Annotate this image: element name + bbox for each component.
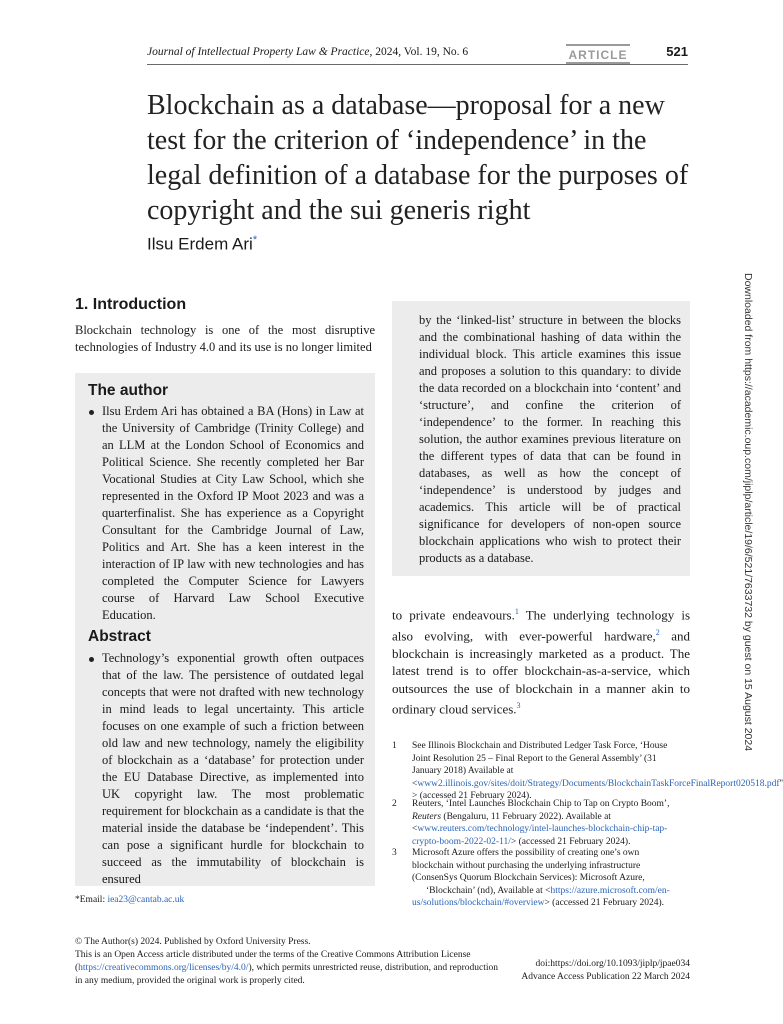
author-bio: Ilsu Erdem Ari has obtained a BA (Hons) in Law at the University of Cambridge (Trinity College) and an LLM at the London School of Economics and Political Science. She recently completed her Bar Vocational Studies at City Law School, which she represented in the Oxford IP Moot 2023 and was a quarterfinalist. She has experience as a Copyright Consultant for the Cambridge Journal of Law, Politics and Art. She has a keen interest in the interaction of IP law with new technologies and has completed the Computer Science for Lawyers course of Harvard Law School Executive Education.: [102, 404, 364, 622]
footnote-ref-3[interactable]: 3: [516, 701, 521, 711]
footnote-ref-2[interactable]: 2: [655, 627, 660, 637]
footnote-2-link[interactable]: www.reuters.com/technology/intel-launches-blockchain-chip-tap-crypto-boom-2022-02-11/: [412, 824, 668, 847]
author-footnote-mark[interactable]: *: [252, 234, 258, 246]
footnote-ref-1[interactable]: 1: [514, 607, 519, 616]
license-statement: © The Author(s) 2024. Published by Oxford University Press. This is an Open Access article distributed under the terms of the Creative Commons Attribution License (https://creativecommons.org/licenses/by/4.0/), which permits unrestricted reuse, distribution, and reproduction in any medium, provided the original work is properly cited.: [75, 937, 499, 986]
email-link[interactable]: iea23@cantab.ac.uk: [107, 895, 185, 905]
publication-date: Advance Access Publication 22 March 2024: [521, 972, 690, 982]
footnote-1: 1 See Illinois Blockchain and Distributed Ledger Task Force, ‘House Joint Resolution 25 – Final Report to the General Assembly’ (31 January 2018) Available at <www2.illinois.gov/sites/doit/Strategy/Documents/BlockchainTaskForceFinalReport020518.pdf'' > (accessed 21 February 2024).: [392, 741, 783, 801]
header-rule: [147, 64, 688, 65]
abstract-text: Technology’s exponential growth often outpaces that of the law. The persistence of outdated legal concepts that were not drafted with new technology in mind leads to legal uncertainty. This article focuses on one example of such a friction between old law and new technology, namely the eligibility of blockchain as a ‘database’ for protection under the EU Database Directive, as implemented into UK copyright law. The most problematic requirement for blockchain as a candidate is that the material inside the database be ‘independent’. This can pose a significant hurdle for blockchain to succeed as the immutability of blockchain is ensured: [102, 651, 364, 886]
footnote-3: 3 Microsoft Azure offers the possibility of creating one’s own blockchain without purchasing the underlying infrastructure (ConsenSys Quorum Blockchain Services): Microsoft Azure, ‘Blockchain’ (nd), Available at <https://azure.microsoft.com/en-us/solutions/blockchain/#overview> (accessed 21 February 2024).: [392, 848, 670, 908]
footnote-3-link[interactable]: https://azure.microsoft.com/en-us/solutions/blockchain/#overview: [412, 885, 670, 908]
publication-info: [510, 958, 690, 984]
doi[interactable]: doi:https://doi.org/10.1093/jiplp/jpae034: [535, 959, 690, 969]
footnote-2: 2 Reuters, ‘Intel Launches Blockchain Chip to Tap on Crypto Boom’, Reuters (Bengaluru, 11 February 2022). Available at <www.reuters.com/technology/intel-launches-blockchain-chip-tap-crypto-boom-2022-02-11/> (accessed 21 February 2024).: [392, 799, 670, 847]
intro-heading: 1. Introduction: [75, 296, 187, 313]
abstract-heading: Abstract: [88, 628, 151, 645]
footnote-1-link[interactable]: www2.illinois.gov/sites/doit/Strategy/Documents/BlockchainTaskForceFinalReport020518.pdf: [417, 778, 780, 789]
intro-paragraph: Blockchain technology is one of the most disruptive technologies of Industry 4.0 and its use is no longer limited: [75, 323, 375, 354]
author-line: [147, 234, 257, 255]
license-link[interactable]: https://creativecommons.org/licenses/by/4.0/: [78, 963, 249, 973]
article-title: Blockchain as a database—proposal for a new test for the criterion of ‘independence’ in the legal definition of a database for the purposes of copyright and the sui generis right: [147, 90, 689, 226]
article-type-label: ARTICLE: [566, 44, 630, 64]
download-side-note: Downloaded from https://academic.oup.com/jiplp/article/19/6/521/7633732 by guest on 15 August 2024: [742, 273, 754, 752]
page-number: 521: [666, 44, 688, 59]
journal-citation: Journal of Intellectual Property Law & Practice, 2024, Vol. 19, No. 6: [147, 46, 469, 58]
author-box-heading: The author: [88, 382, 169, 399]
author-name: Ilsu Erdem Ari: [147, 234, 253, 254]
author-email: *Email: iea23@cantab.ac.uk: [75, 895, 185, 905]
bullet-icon: [89, 653, 97, 661]
abstract-continued-text: by the ‘linked-list’ structure in between the blocks and the combinational hashing of data within the individual block. This article examines this issue and proposes a solution to this quandary: to divide the data recorded on a blockchain into ‘content’ and ‘structure’, and confine the criterion of ‘independence’ to the former. In reaching this solution, the author examines previous literature on the different types of data that can be found in databases, as well as how the concept of ‘independence’ is understood by judges and academics. This article will be of practical significance for developers of non-open source blockchain applications who wish to protect their products as a database.: [419, 313, 681, 565]
main-paragraph: to private endeavours.$^1$ The underlying technology is also evolving, with ever-powerful hardware,$^2$ and blockchain is increasingly marketed as a product. The latest trend is to offer blockchain-as-a-service, which outsources the use of blockchain in a manner akin to ordinary cloud services.$^3$: [392, 607, 690, 717]
bullet-icon: [89, 406, 97, 414]
